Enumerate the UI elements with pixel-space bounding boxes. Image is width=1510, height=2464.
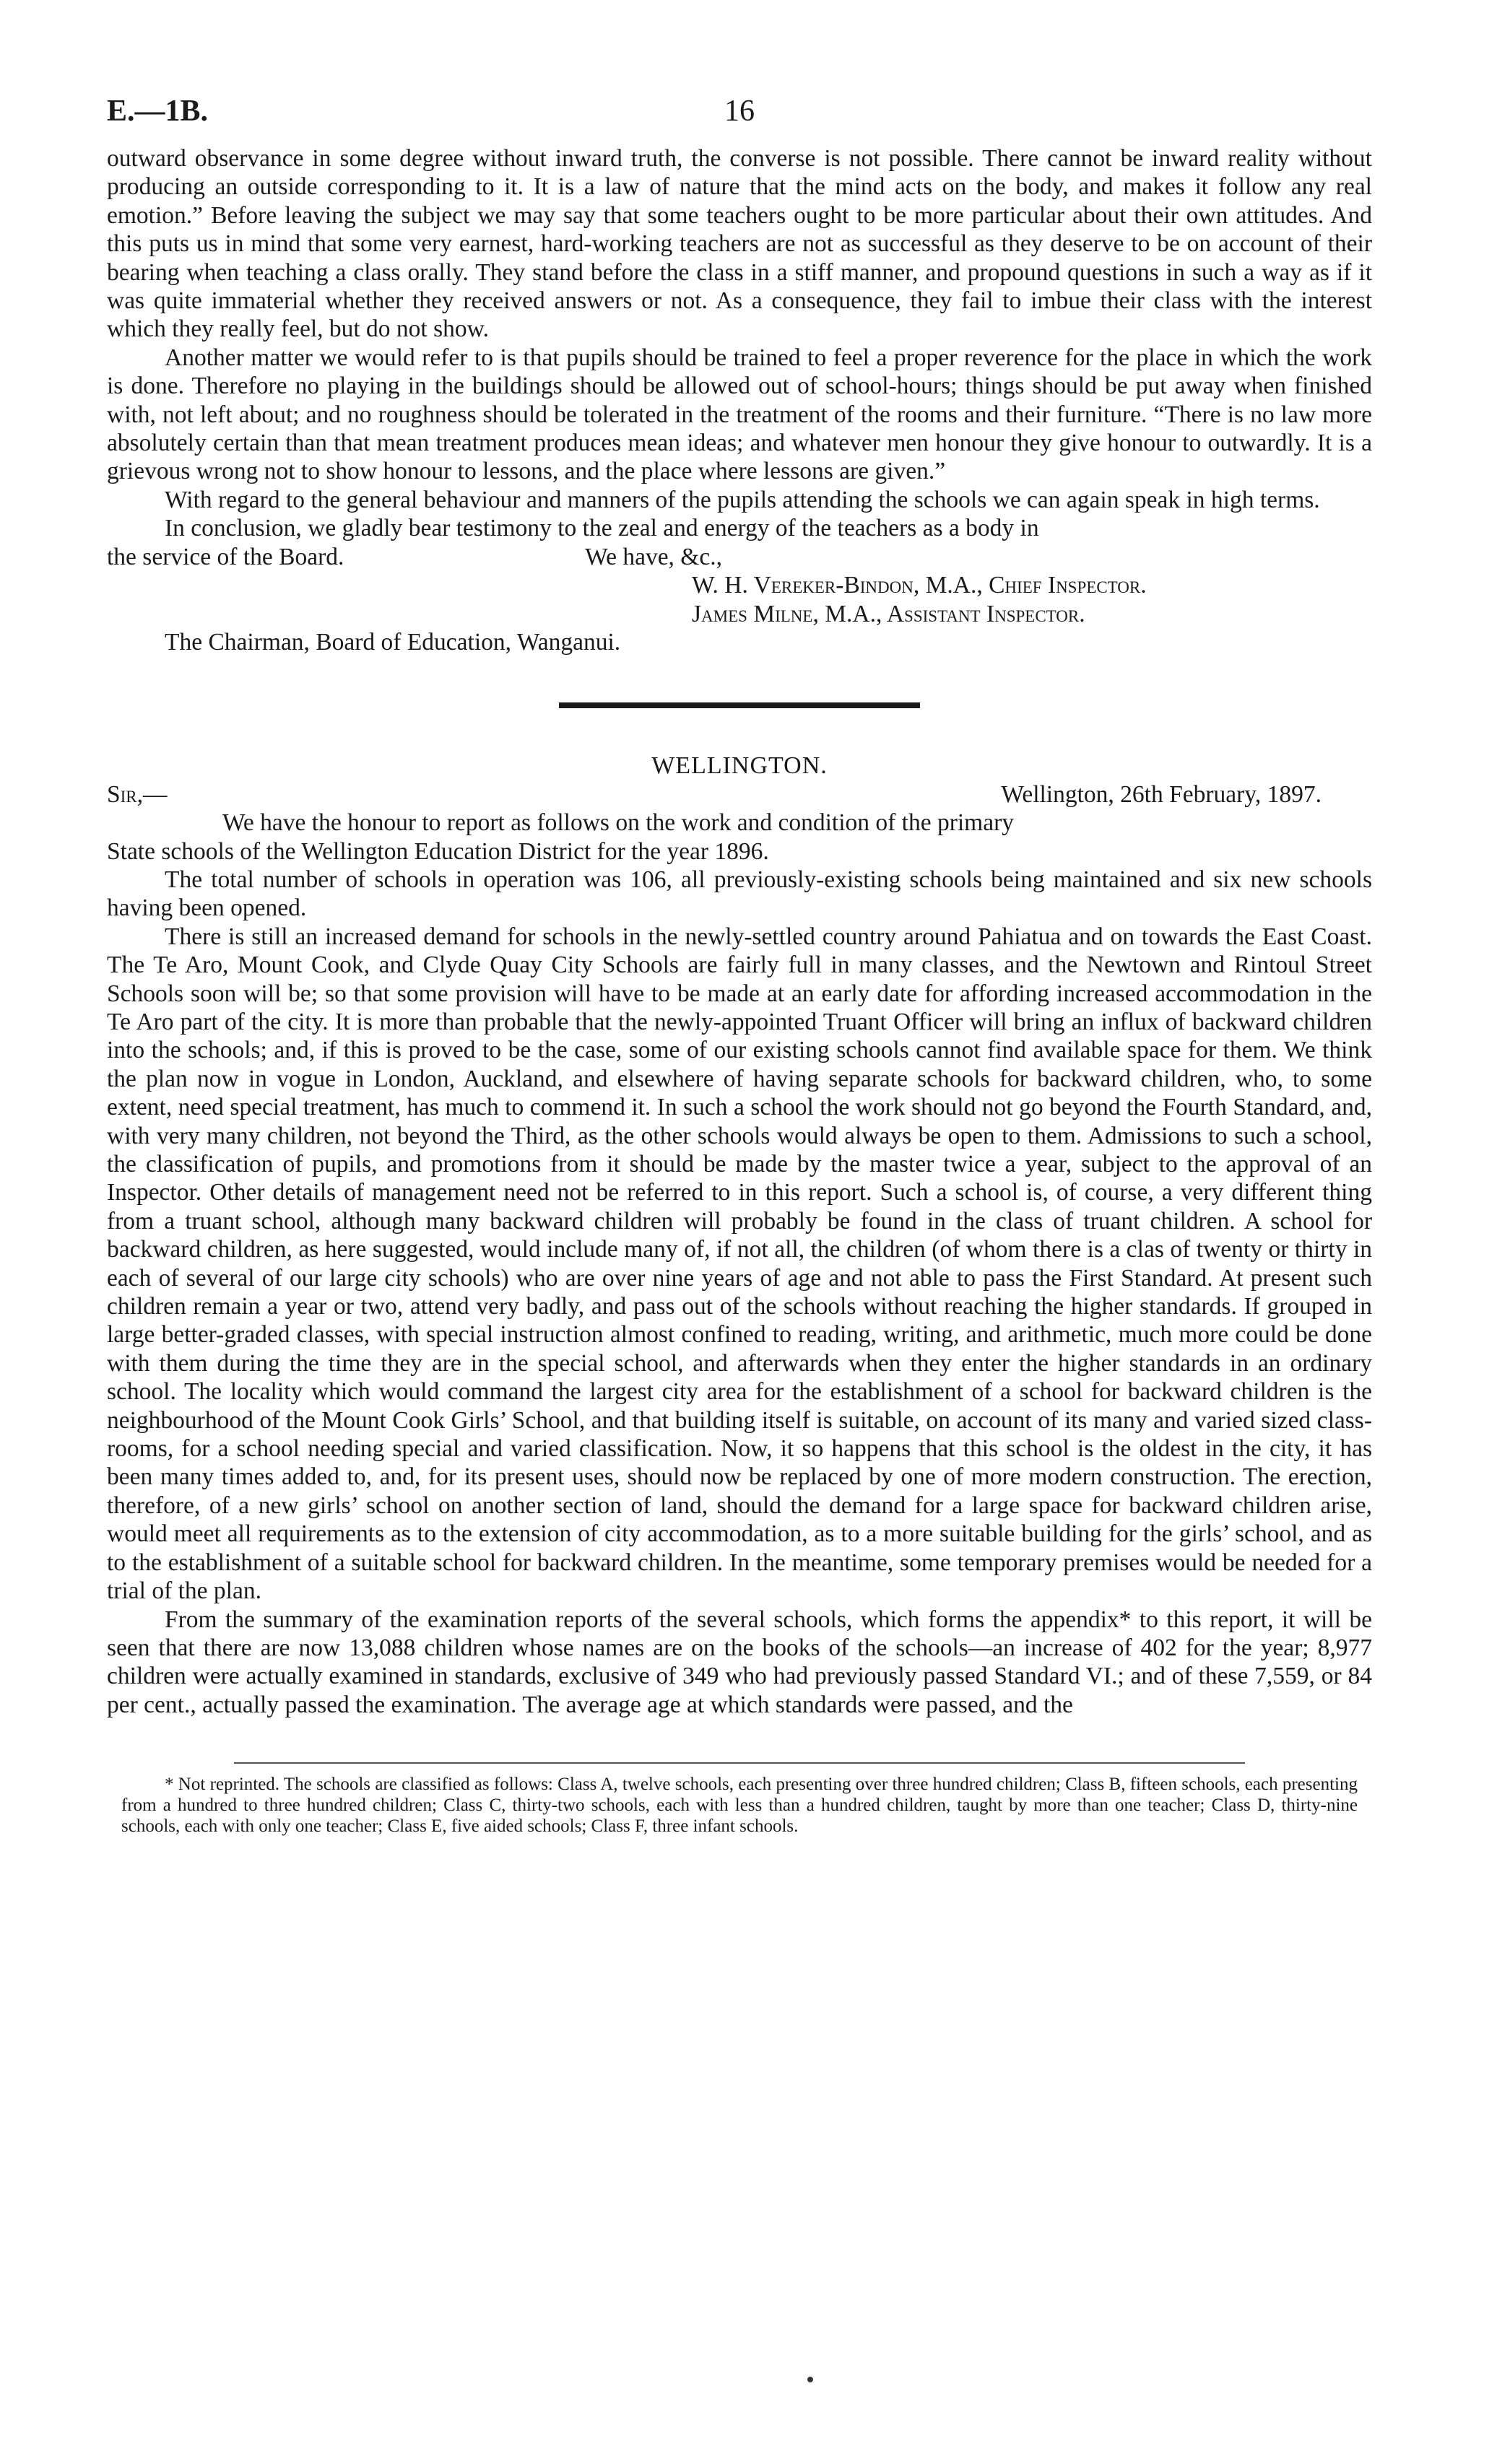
closing-line: [107, 543, 1372, 571]
paragraph: outward observance in some degree without inward truth, the converse is not possible. There cannot be inward reality without producing an outside corresponding to it. It is a law of nature that the mind acts on the body, and makes it follow any real emotion.” Before leaving the subject we may say that some teachers ought to be more particular about their own attitudes. And this puts us in mind that some very earnest, hard-working teachers are not as successful as they deserve to be on account of their bearing when teaching a class orally. They stand before the class in a stiff manner, and propound questions in such a way as if it was quite immaterial whether they received answers or not. As a consequence, they fail to imbue their class with the interest which they really feel, but do not show.: [107, 145, 1372, 343]
page-number: 16: [724, 95, 755, 128]
salutation-line: [107, 780, 1372, 809]
paragraph: In conclusion, we gladly bear testimony to the zeal and energy of the teachers as a body in: [165, 515, 1039, 542]
paragraph: With regard to the general behaviour and manners of the pupils attending the schools we can again speak in high terms.: [165, 486, 1320, 513]
document-page: [107, 94, 1372, 1837]
document-reference: E.—1B.: [107, 95, 209, 128]
paragraph: From the summary of the examination reports of the several schools, which forms the appendix* to this report, it will be seen that there are now 13,088 children whose names are on the books of the schools—an increase of 402 for the year; 8,977 children were actually examined in standards, exclusive of 349 who had previously passed Standard VI.; and of these 7,559, or 84 per cent., actually passed the examination. The average age at which standards were passed, and the: [107, 1606, 1372, 1718]
paragraph: The total number of schools in operation was 106, all previously-existing schools being maintained and six new schools having been opened.: [107, 866, 1372, 922]
opening-continuation: State schools of the Wellington Education District for the year 1896.: [107, 837, 769, 865]
service-line: the service of the Board.: [107, 543, 344, 570]
salutation: Sir,—: [107, 780, 168, 808]
addressee-line: The Chairman, Board of Education, Wanganui.: [165, 628, 621, 656]
footnote-divider: [234, 1762, 1245, 1764]
section-divider: [559, 702, 920, 708]
opening-line: We have the honour to report as follows on the work and condition of the primary: [222, 809, 1015, 837]
we-have-text: We have, &c.,: [585, 543, 722, 570]
letter-date: Wellington, 26th February, 1897.: [1001, 780, 1322, 808]
page-header: [107, 94, 1372, 144]
section-title: WELLINGTON.: [651, 752, 828, 780]
footnote: [107, 1774, 1372, 1837]
footnote-text: * Not reprinted. The schools are classified as follows: Class A, twelve schools, each presenting over three hundred children; Class B, fifteen schools, each presenting from a hundred to three hundred children; Class C, thirty-two schools, each with less than a hundred children, taught by more than one teacher; Class D, thirty-nine schools, each with only one teacher; Class E, five aided schools; Class F, three infant schools.: [121, 1775, 1358, 1837]
signatory-chief-inspector: W. H. Vereker-Bindon, M.A., Chief Inspector.: [692, 572, 1147, 599]
paragraph: There is still an increased demand for schools in the newly-settled country around Pahiatua and on towards the East Coast. The Te Aro, Mount Cook, and Clyde Quay City Schools are fairly full in many classes, and the Newtown and Rintoul Street Schools soon will be; so that some provision will have to be made at an early date for affording increased accommodation in the Te Aro part of the city. It is more than probable that the newly-appointed Truant Officer will bring an influx of backward children into the schools; and, if this is proved to be the case, some of our existing schools cannot find available space for them. We think the plan now in vogue in London, Auckland, and elsewhere of having separate schools for backward children, who, to some extent, need special treatment, has much to commend it. In such a school the work should not go beyond the Fourth Standard, and, with very many children, not beyond the Third, as the other schools would always be open to them. Admissions to such a school, the classification of pupils, and promotions from it should be made by the master twice a year, subject to the approval of an Inspector. Other details of management need not be referred to in this report. Such a school is, of course, a very different thing from a truant school, although many backward children will probably be found in the class of truant children. A school for backward children, as here suggested, would include many of, if not all, the children (of whom there is a clas of twenty or thirty in each of several of our large city schools) who are over nine years of age and not able to pass the First Standard. At present such children remain a year or two, attend very badly, and pass out of the schools without reaching the higher standards. If grouped in large better-graded classes, with special instruction almost confined to reading, writing, and arithmetic, much more could be done with them during the time they are in the special school, and afterwards when they enter the higher standards in an ordinary school. The locality which would command the largest city area for the establishment of a school for backward children is the neighbourhood of the Mount Cook Girls’ School, and that building itself is suitable, on account of its many and varied sized class-rooms, for a school needing special and varied classification. Now, it so happens that this school is the oldest in the city, it has been many times added to, and, for its present uses, should now be replaced by one of more modern construction. The erection, therefore, of a new girls’ school on another section of land, should the demand for a large space for backward children arise, would meet all requirements as to the extension of city accommodation, as to a more suitable building for the girls’ school, and as to the establishment of a suitable school for backward children. In the meantime, some temporary premises would be needed for a trial of the plan.: [107, 923, 1372, 1605]
report-body: [107, 144, 1372, 1719]
signatory-assistant-inspector: James Milne, M.A., Assistant Inspector.: [692, 600, 1085, 627]
page-mark-dot: [807, 2377, 813, 2382]
paragraph: Another matter we would refer to is that pupils should be trained to feel a proper reverence for the place in which the work is done. Therefore no playing in the buildings should be allowed out of school-hours; things should be put away when finished with, not left about; and no roughness should be tolerated in the treatment of the rooms and their furniture. “There is no law more absolutely certain than that mean treatment produces mean ideas; and whatever men honour they give honour to outwardly. It is a grievous wrong not to show honour to lessons, and the place where lessons are given.”: [107, 344, 1372, 485]
